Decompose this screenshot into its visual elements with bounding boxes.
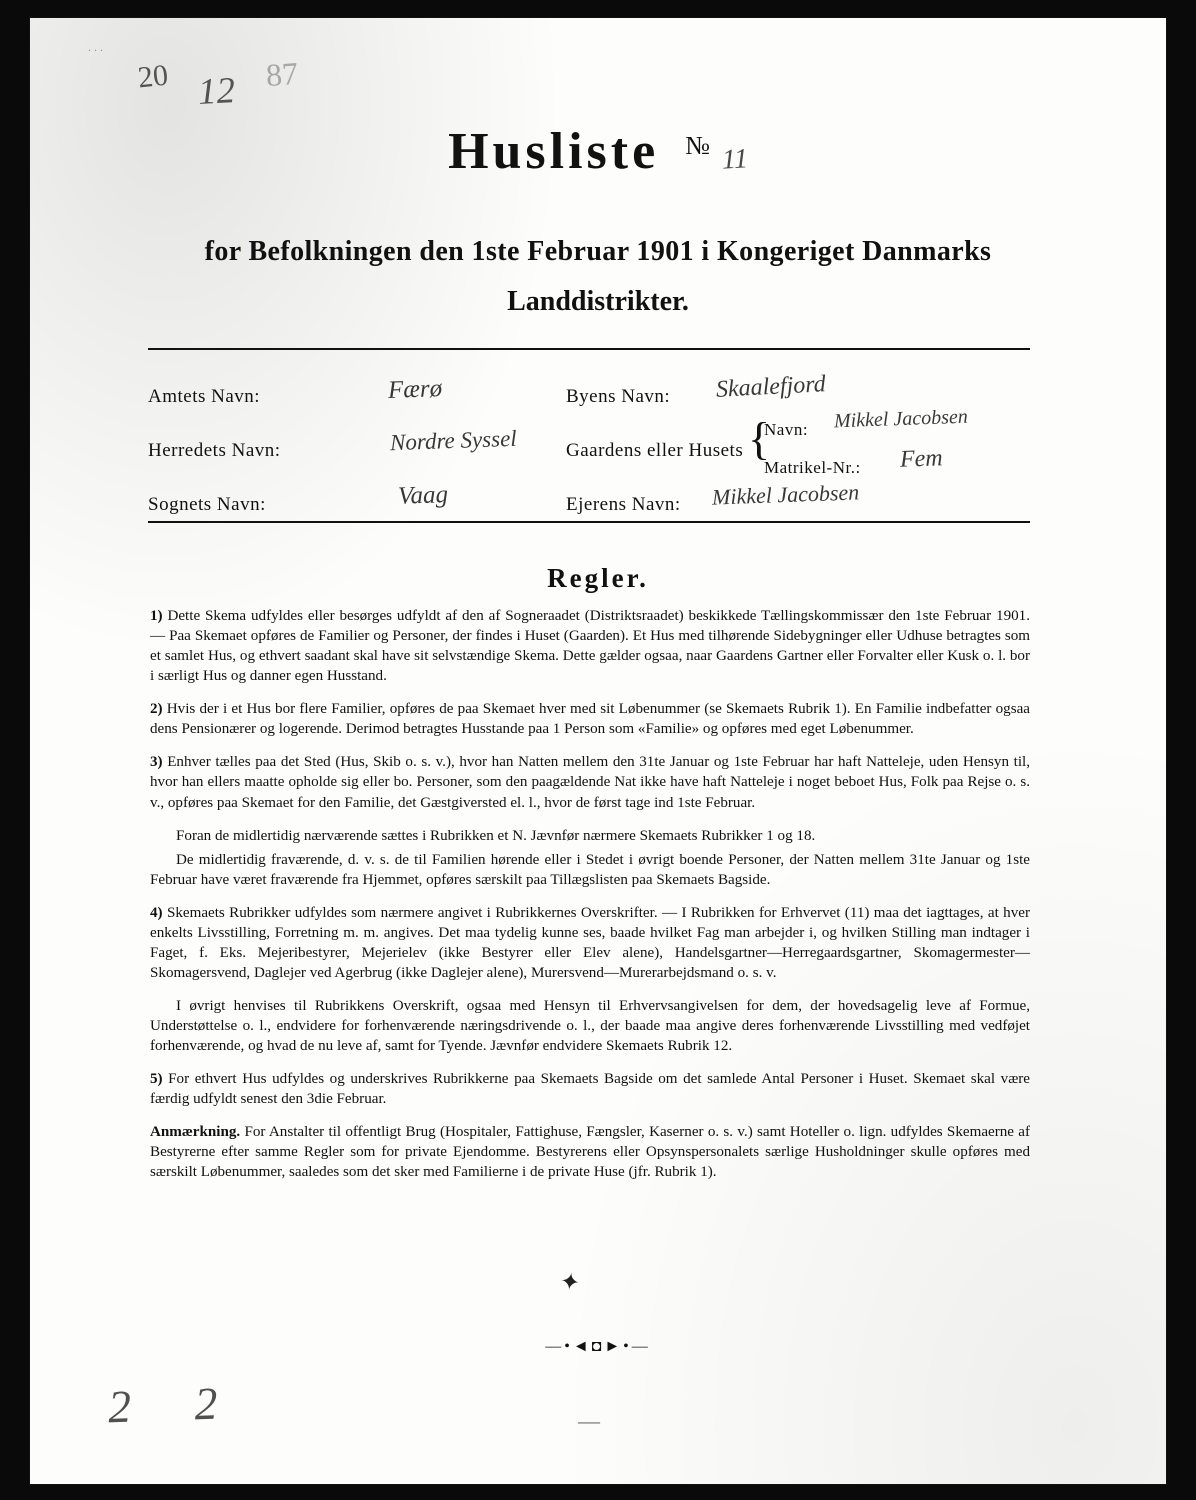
- rule-paragraph: [150, 1069, 1030, 1109]
- pencil-mark-87: 87: [264, 54, 300, 94]
- bottom-ink-mark: —: [578, 1408, 600, 1433]
- rule-number: 1): [150, 608, 163, 624]
- rules-body: [150, 606, 1030, 1196]
- value-by[interactable]: Skaalefjord: [715, 371, 827, 403]
- rule-text: Enhver tælles paa det Sted (Hus, Skib o. s. v.), hvor han Natten mellem den 31te Januar og 1ste Februar har haft Natteleje, uden Hensyn til, hvor han ellers maatte opholde sig eller bo. Personer, som den paagældende Nat ikke have haft Natteleje i noget beboet Hus, Folk paa Rejse o. s. v., opføres paa Skemaet for den Familie, det Gæstgiversted el. l., hvor de først tage ind 1ste Februar.: [150, 754, 1030, 811]
- document-subtitle-line2: Landdistrikter.: [507, 286, 689, 317]
- label-herred: Herredets Navn:: [148, 440, 281, 461]
- label-gaard-navn: Navn:: [764, 420, 809, 439]
- rule-paragraph: [150, 1122, 1030, 1182]
- rule-number: 5): [150, 1071, 163, 1088]
- rule-text: Hvis der i et Hus bor flere Familier, opføres de paa Skemaet hver med sit Løbenummer (se Skemaets Rubrik 1). En Familie indbefatter ogsaa dens Pensionærer og logerende. Derimod betragtes Husstande paa 1 Person som «Familie» og opføres med eget Løbenummer.: [150, 701, 1030, 738]
- label-amt: Amtets Navn:: [148, 386, 261, 407]
- divider-top: [148, 348, 1030, 350]
- rules-heading: Regler.: [547, 563, 649, 593]
- value-ejer[interactable]: Mikkel Jacobsen: [711, 479, 860, 510]
- label-matrikel: Matrikel-Nr.:: [764, 458, 861, 477]
- rule-paragraph: [150, 826, 1030, 846]
- label-by: Byens Navn:: [566, 386, 671, 407]
- corner-speck-mark: ...: [88, 40, 106, 54]
- document-subtitle: [90, 236, 1106, 268]
- value-matrikel[interactable]: Fem: [899, 445, 944, 473]
- pencil-mark-12: 12: [196, 70, 237, 113]
- ink-tick-mark: ✦: [558, 1268, 582, 1298]
- rule-text: Dette Skema udfyldes eller besørges udfyldt af den af Sogneraadet (Distriktsraadet) beskikkede Tællingskommissær den 1ste Februar 1901. — Paa Skemaet opføres de Familier og Personer, der findes i Huset (Gaarden). Et Hus med tilhørende Sidebygninger eller Udhuse betragtes som et samlet Hus, og ethvert saadant skal have sit selvstændige Skema. Dette gælder ogsaa, naar Gaardens Gartner eller Forvalter eller Kusk o. l. bor i særligt Hus og danner egen Husstand.: [150, 608, 1030, 685]
- rule-paragraph: [150, 752, 1030, 812]
- rule-paragraph: [150, 850, 1030, 890]
- pencil-mark-20: 20: [136, 58, 170, 95]
- title-number-handwritten: 11: [721, 143, 749, 176]
- value-gaard-navn[interactable]: Mikkel Jacobsen: [833, 405, 969, 433]
- value-sogn[interactable]: Vaag: [397, 481, 449, 510]
- rule-text: De midlertidig fraværende, d. v. s. de til Familien hørende eller i Stedet i øvrigt boende Personer, der Natten mellem 31te Januar og 1ste Februar have været fraværende fra Hjemmet, opføres særskilt paa Tillægslisten paa Skemaets Bagside.: [150, 851, 1030, 888]
- rule-paragraph: [150, 606, 1030, 686]
- rule-number: 2): [150, 701, 163, 718]
- label-gaard: Gaardens eller Husets: [566, 440, 744, 461]
- rule-note-label: Anmærkning.: [150, 1124, 241, 1141]
- pencil-mark-bottom: 2 2: [107, 1376, 245, 1433]
- rule-text: Foran de midlertidig nærværende sættes i Rubrikken et N. Jævnfør nærmere Skemaets Rubrikker 1 og 18.: [176, 827, 816, 844]
- brace-icon: {: [748, 413, 771, 464]
- rule-paragraph: [150, 996, 1030, 1056]
- rule-text: I øvrigt henvises til Rubrikkens Overskrift, ogsaa med Hensyn til Erhvervsangivelsen for dem, der hovedsagelig leve af Formue, Understøttelse o. l., endvidere for forhenværende næringsdrivende o. l., der baade maa angive deres forhenværende Livsstilling med vedføjet forhenværende, og hvad de nu leve af, samt for Tyende. Jævnfør endvidere Skemaets Rubrik 12.: [150, 998, 1030, 1055]
- rule-paragraph: [150, 903, 1030, 983]
- rule-text: For Anstalter til offentligt Brug (Hospitaler, Fattighuse, Fængsler, Kaserner o. s. v.) samt Hoteller o. lign. udfyldes Skemaerne af Bestyrerne efter samme Regler som for private Ejendomme. Bestyrerens eller Opsynspersonalets særlige Husholdninger skulle opføres med særskilt Løbenummer, saaledes som det sker med Familierne i de private Huse (jfr. Rubrik 1).: [150, 1124, 1030, 1181]
- label-sogn: Sognets Navn:: [148, 494, 266, 515]
- divider-bottom: [148, 521, 1030, 523]
- value-herred[interactable]: Nordre Syssel: [389, 425, 518, 456]
- rule-number: 3): [150, 754, 163, 771]
- number-symbol: №: [685, 131, 711, 160]
- form-fields: [148, 362, 1038, 515]
- ornament-divider: —•◄◘►•—: [545, 1338, 651, 1355]
- value-amt[interactable]: Færø: [387, 375, 443, 404]
- page-surface: [30, 18, 1166, 1484]
- rule-text: Skemaets Rubrikker udfyldes som nærmere angivet i Rubrikkernes Overskrifter. — I Rubrikken for Erhvervet (11) maa det iagttages, at hver enkelts Livsstilling, Forretning m. m. angives. Det maa tydelig kunne ses, baade hvilket Fag man arbejder i, og hvilken Stilling man indtager i Faget, f. Eks. Mejeribestyrer, Mejerielev (ikke Bestyrer eller Elev alene), Handelsgartner—Herregaardsgartner, Skomagermester—Skomagersvend, Daglejer ved Agerbrug (ikke Daglejer alene), Murersvend—Murerarbejdsmand o. s. v.: [150, 904, 1030, 981]
- document-page: [30, 18, 1166, 1484]
- rule-text: For ethvert Hus udfyldes og underskrives Rubrikkerne paa Skemaets Bagside om det samlede Antal Personer i Huset. Skemaet skal være færdig udfyldt senest den 3die Februar.: [150, 1071, 1030, 1108]
- rule-paragraph: [150, 699, 1030, 739]
- label-ejer: Ejerens Navn:: [566, 494, 681, 515]
- subtitle-text: for Befolkningen den 1ste Februar 1901 i Kongeriget Danmarks: [204, 236, 992, 267]
- title-number-label: [685, 131, 710, 161]
- page-title: Husliste: [448, 123, 660, 180]
- rule-number: 4): [150, 904, 163, 921]
- document-title-row: [30, 122, 1166, 181]
